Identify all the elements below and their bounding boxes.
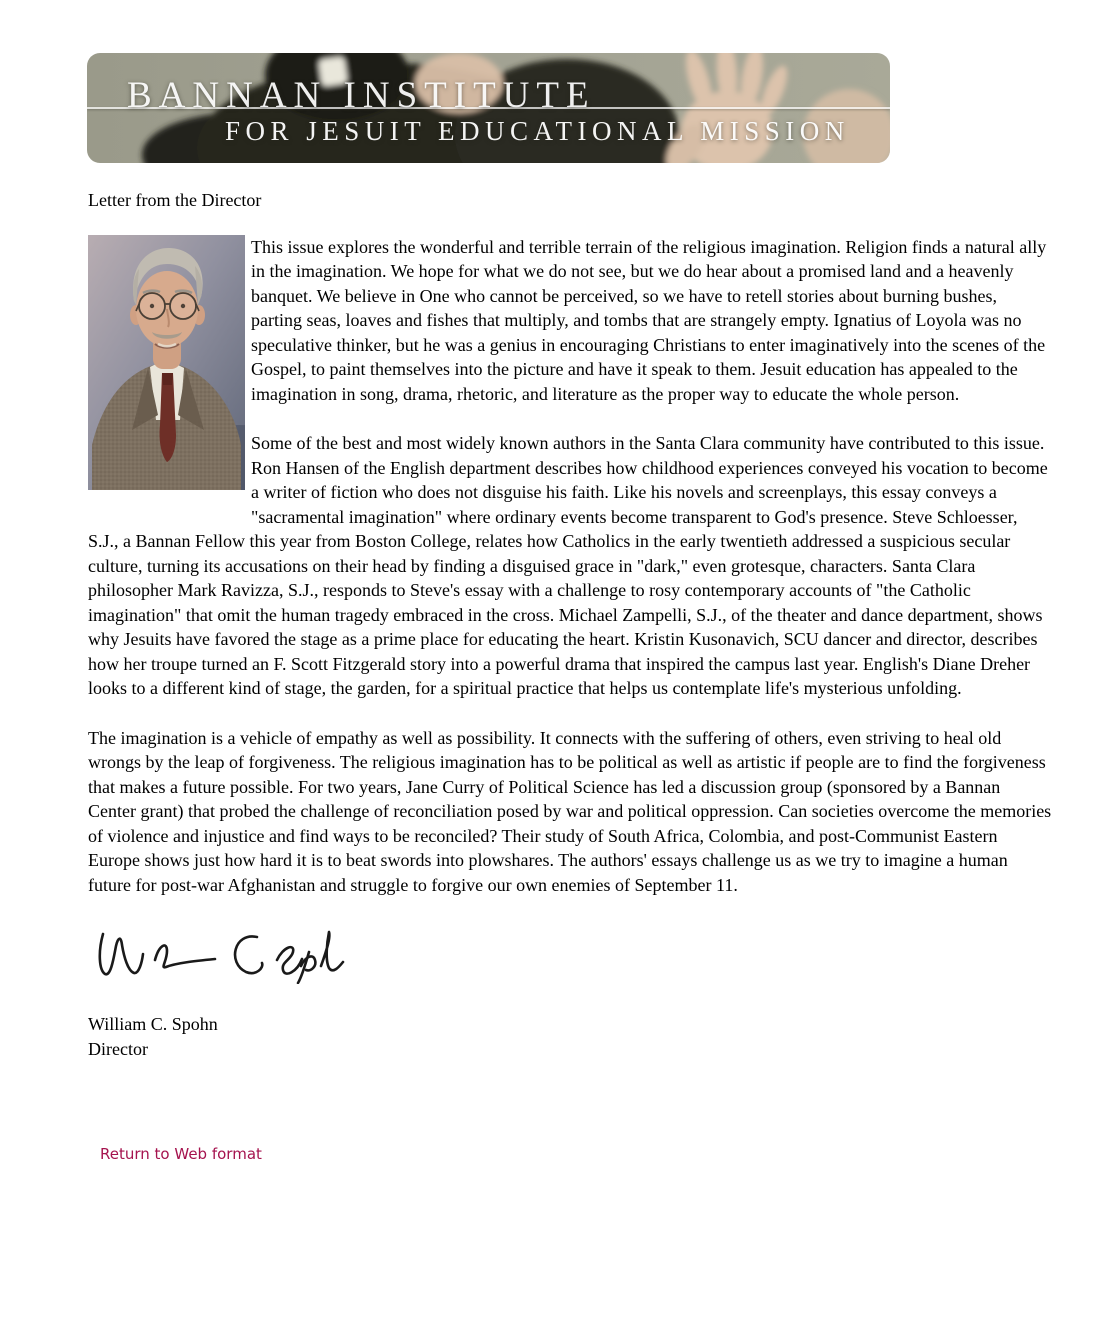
signature-block — [88, 1012, 1052, 1061]
director-portrait-photo — [88, 235, 245, 490]
letter-paragraph-2: Some of the best and most widely known authors in the Santa Clara community have contributed to this issue. Ron Hansen of the English department describes how childhood experiences conveyed his vocation to become a writer of fiction who does not disguise his faith. Like his novels and screenplays, this essay conveys a "sacramental imagination" where ordinary events become transparent to God's presence. Steve Schloesser, S.J., a Bannan Fellow this year from Boston College, relates how Catholics in the early twentieth addressed a suspicious secular culture, turning its accusations on their head by finding a disguised grace in "dark," even grotesque, characters. Santa Clara philosopher Mark Ravizza, S.J., responds to Steve's essay with a challenge to rosy contemporary accounts of "the Catholic imagination" that omit the human tragedy embraced in the cross. Michael Zampelli, S.J., of the theater and dance department, shows why Jesuits have favored the stage as a prime place for educating the heart. Kristin Kusonavich, SCU dancer and director, describes how her troupe turned an F. Scott Fitzgerald story into a powerful drama that inspired the campus last year. English's Diane Dreher looks to a different kind of stage, the garden, for a spiritual practice that helps us contemplate life's mysterious unfolding. — [88, 433, 1048, 698]
banner-image — [87, 53, 890, 163]
signature-image — [95, 922, 345, 984]
return-to-web-format-link[interactable]: Return to Web format — [100, 1145, 262, 1163]
signer-name: William C. Spohn — [88, 1014, 218, 1034]
banner-title: BANNAN INSTITUTE — [127, 75, 596, 116]
page-title: Letter from the Director — [88, 190, 262, 210]
letter-paragraph-3: The imagination is a vehicle of empathy as well as possibility. It connects with the suffering of others, even striving to heal old wrongs by the leap of forgiveness. The religious imagination has to be political as well as artistic if people are to find the forgiveness that makes a future possible. For two years, Jane Curry of Political Science has led a discussion group (sponsored by a Bannan Center grant) that probed the challenge of reconciliation posed by war and political oppression. Can societies overcome the memories of violence and injustice and find ways to be reconciled? Their study of South Africa, Colombia, and post-Communist Eastern Europe shows just how hard it is to beat swords into plowshares. The authors' essays challenge us as we try to imagine a human future for post-war Afghanistan and struggle to forgive our own enemies of September 11. — [88, 727, 1052, 895]
banner-subtitle: FOR JESUIT EDUCATIONAL MISSION — [225, 116, 850, 146]
signer-title: Director — [88, 1038, 148, 1059]
letter-content — [88, 188, 1052, 1164]
letter-body — [88, 235, 1052, 898]
letter-paragraph-1: This issue explores the wonderful and terrible terrain of the religious imagination. Religion finds a natural ally in the imagination. We hope for what we do not see, but we do hear about a promised land and a heavenly banquet. We believe in One who cannot be perceived, so we have to retell stories about burning bushes, parting seas, loaves and fishes that multiply, and tombs that are strangely empty. Ignatius of Loyola was no speculative thinker, but he was a genius in encouraging Christians to enter imaginatively into the scenes of the Gospel, to paint themselves into the picture and have it speak to them. Jesuit education has appealed to the imagination in song, drama, rhetoric, and literature as the proper way to educate the whole person. — [251, 236, 1047, 404]
